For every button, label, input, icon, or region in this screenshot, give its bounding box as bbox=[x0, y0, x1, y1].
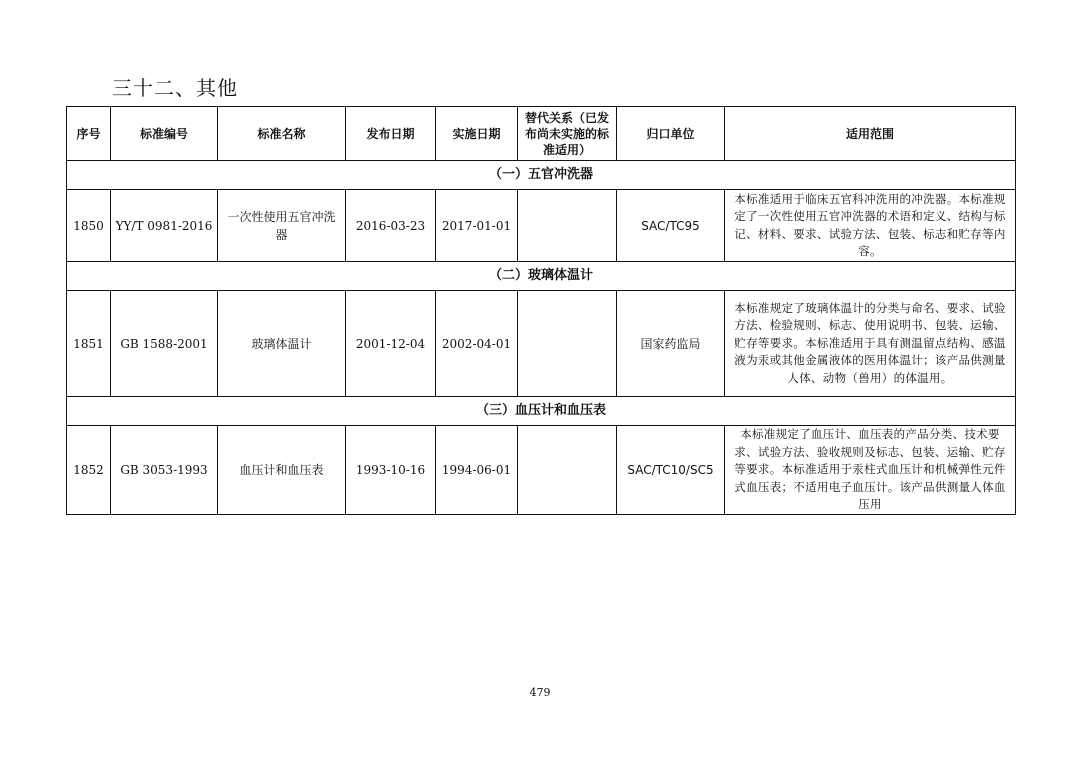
header-scope: 适用范围 bbox=[725, 107, 1016, 161]
section-row bbox=[67, 161, 1016, 190]
cell-scope: 本标准适用于临床五官科冲洗用的冲洗器。本标准规定了一次性使用五官冲洗器的术语和定义、结构与标记、材料、要求、试验方法、包装、标志和贮存等内容。 bbox=[725, 190, 1016, 262]
cell-published: 2016-03-23 bbox=[346, 190, 436, 262]
cell-replacement bbox=[518, 190, 617, 262]
cell-replacement bbox=[518, 426, 617, 515]
header-replacement: 替代关系（已发布尚未实施的标准适用） bbox=[518, 107, 617, 161]
table-row bbox=[67, 291, 1016, 397]
cell-code: GB 3053-1993 bbox=[111, 426, 218, 515]
section-row bbox=[67, 397, 1016, 426]
cell-name: 玻璃体温计 bbox=[218, 291, 346, 397]
cell-published: 1993-10-16 bbox=[346, 426, 436, 515]
cell-effective: 2017-01-01 bbox=[436, 190, 518, 262]
cell-serial: 1852 bbox=[67, 426, 111, 515]
cell-effective: 1994-06-01 bbox=[436, 426, 518, 515]
cell-name: 血压计和血压表 bbox=[218, 426, 346, 515]
header-serial: 序号 bbox=[67, 107, 111, 161]
section-title: （二）玻璃体温计 bbox=[67, 262, 1016, 291]
cell-department: SAC/TC10/SC5 bbox=[617, 426, 725, 515]
header-effective: 实施日期 bbox=[436, 107, 518, 161]
section-row bbox=[67, 262, 1016, 291]
table-header-row bbox=[67, 107, 1016, 161]
cell-replacement bbox=[518, 291, 617, 397]
cell-serial: 1850 bbox=[67, 190, 111, 262]
page-number: 479 bbox=[529, 686, 551, 699]
header-department: 归口单位 bbox=[617, 107, 725, 161]
cell-department: SAC/TC95 bbox=[617, 190, 725, 262]
cell-published: 2001-12-04 bbox=[346, 291, 436, 397]
header-name: 标准名称 bbox=[218, 107, 346, 161]
section-heading: 三十二、其他 bbox=[112, 76, 238, 100]
table-row bbox=[67, 190, 1016, 262]
table-row bbox=[67, 426, 1016, 515]
header-code: 标准编号 bbox=[111, 107, 218, 161]
cell-scope: 本标准规定了玻璃体温计的分类与命名、要求、试验方法、检验规则、标志、使用说明书、包装、运输、贮存等要求。本标准适用于具有测温留点结构、感温液为汞或其他金属液体的医用体温计；该产品供测量人体、动物（兽用）的体温用。 bbox=[725, 291, 1016, 397]
section-title: （三）血压计和血压表 bbox=[67, 397, 1016, 426]
cell-name: 一次性使用五官冲洗器 bbox=[218, 190, 346, 262]
section-title: （一）五官冲洗器 bbox=[67, 161, 1016, 190]
cell-code: GB 1588-2001 bbox=[111, 291, 218, 397]
cell-effective: 2002-04-01 bbox=[436, 291, 518, 397]
cell-serial: 1851 bbox=[67, 291, 111, 397]
cell-scope: 本标准规定了血压计、血压表的产品分类、技术要求、试验方法、验收规则及标志、包装、运输、贮存等要求。本标准适用于汞柱式血压计和机械弹性元件式血压表；不适用电子血压计。该产品供测量人体血压用 bbox=[725, 426, 1016, 515]
cell-department: 国家药监局 bbox=[617, 291, 725, 397]
header-published: 发布日期 bbox=[346, 107, 436, 161]
cell-code: YY/T 0981-2016 bbox=[111, 190, 218, 262]
standards-table bbox=[66, 106, 1016, 515]
